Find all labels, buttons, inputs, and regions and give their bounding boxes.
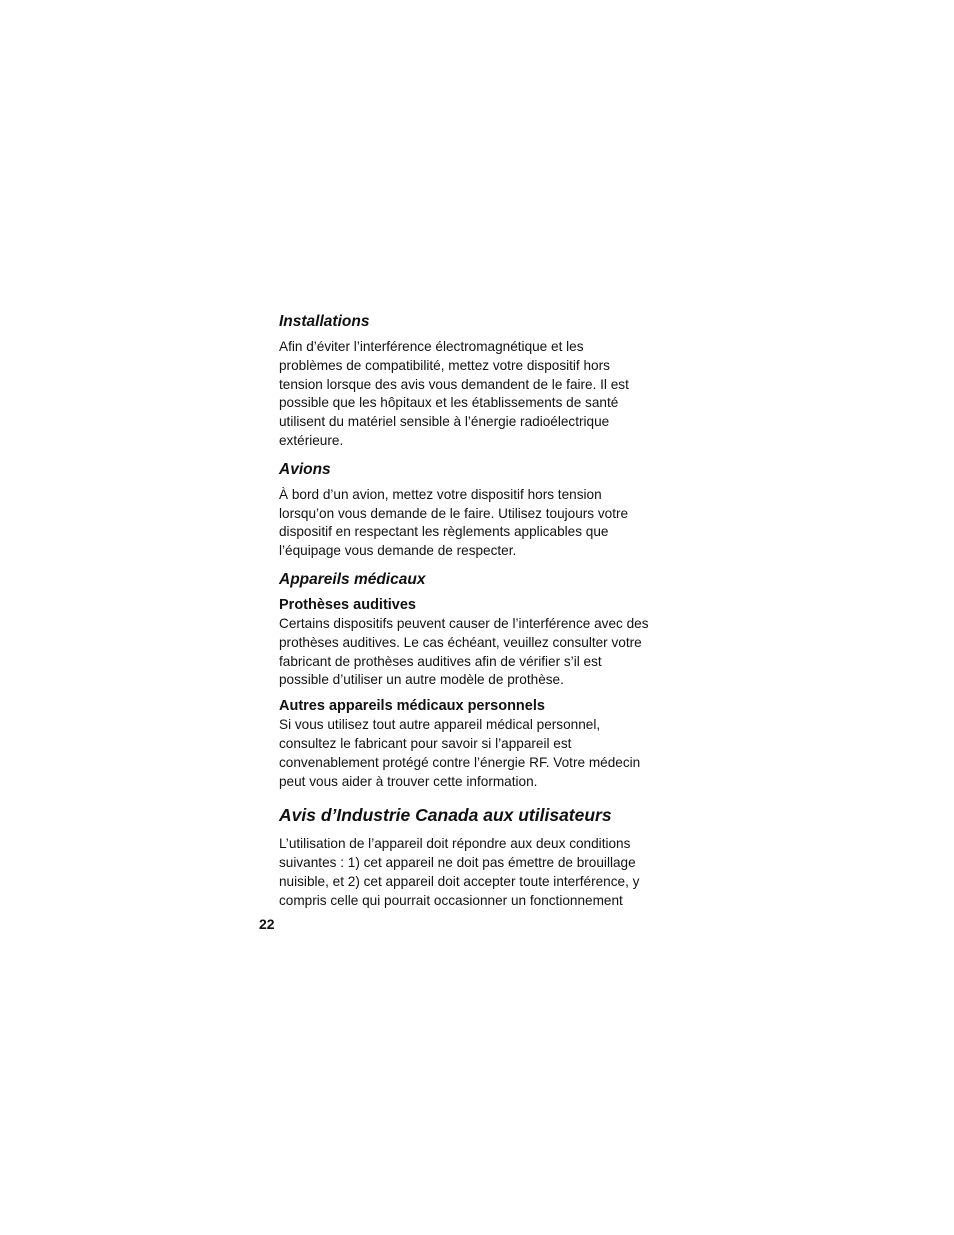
text-line: nuisible, et 2) cet appareil doit accepter toute interférence, y xyxy=(279,873,640,889)
spacer xyxy=(279,451,663,460)
heading-installations: Installations xyxy=(279,313,370,330)
heading-industrie-canada: Avis d’Industrie Canada aux utilisateurs xyxy=(279,805,612,826)
text-line: compris celle qui pourrait occasionner un fonctionnement xyxy=(279,892,623,908)
heading-appareils-medicaux: Appareils médicaux xyxy=(279,570,426,588)
paragraph-installations xyxy=(279,338,663,451)
text-line: tension lorsque des avis vous demandent de le faire. Il est xyxy=(279,376,629,392)
spacer xyxy=(279,690,663,697)
text-line: utilisent du matériel sensible à l’énergie radioélectrique xyxy=(279,414,610,430)
text-line: L’utilisation de l’appareil doit répondre aux deux conditions xyxy=(279,836,631,852)
spacer xyxy=(279,561,663,570)
text-line: À bord d’un avion, mettez votre dispositif hors tension xyxy=(279,486,602,502)
paragraph-autres-appareils xyxy=(279,716,663,791)
paragraph-avions xyxy=(279,486,663,561)
text-line: dispositif en respectant les règlements applicables que xyxy=(279,524,609,540)
text-line: fabricant de prothèses auditives afin de vérifier s’il est xyxy=(279,653,602,669)
text-line: suivantes : 1) cet appareil ne doit pas émettre de brouillage xyxy=(279,855,636,871)
text-line: Afin d’éviter l’interférence électromagnétique et les xyxy=(279,339,584,354)
heading-avions: Avions xyxy=(279,460,331,478)
paragraph-industrie-canada xyxy=(279,835,663,910)
spacer xyxy=(279,791,663,804)
text-line: convenablement protégé contre l’énergie RF. Votre médecin xyxy=(279,754,641,770)
text-line: peut vous aider à trouver cette information. xyxy=(279,773,538,789)
text-line: problèmes de compatibilité, mettez votre dispositif hors xyxy=(279,357,610,373)
text-line: Certains dispositifs peuvent causer de l’interférence avec des xyxy=(279,615,649,631)
text-line: l’équipage vous demande de respecter. xyxy=(279,543,517,559)
page-content xyxy=(279,312,663,911)
text-line: Si vous utilisez tout autre appareil médical personnel, xyxy=(279,717,601,733)
page-number: 22 xyxy=(259,916,275,932)
paragraph-protheses-auditives xyxy=(279,615,663,690)
text-line: extérieure. xyxy=(279,432,344,448)
text-line: possible d’utiliser un autre modèle de prothèse. xyxy=(279,672,564,688)
subheading-autres-appareils: Autres appareils médicaux personnels xyxy=(279,698,545,715)
text-line: prothèses auditives. Le cas échéant, veuillez consulter votre xyxy=(279,634,642,650)
text-line: lorsqu’on vous demande de le faire. Utilisez toujours votre xyxy=(279,505,629,521)
spacer xyxy=(279,826,663,835)
text-line: consultez le fabricant pour savoir si l’appareil est xyxy=(279,735,572,751)
subheading-protheses-auditives: Prothèses auditives xyxy=(279,596,416,613)
text-line: possible que les hôpitaux et les établissements de santé xyxy=(279,395,619,411)
